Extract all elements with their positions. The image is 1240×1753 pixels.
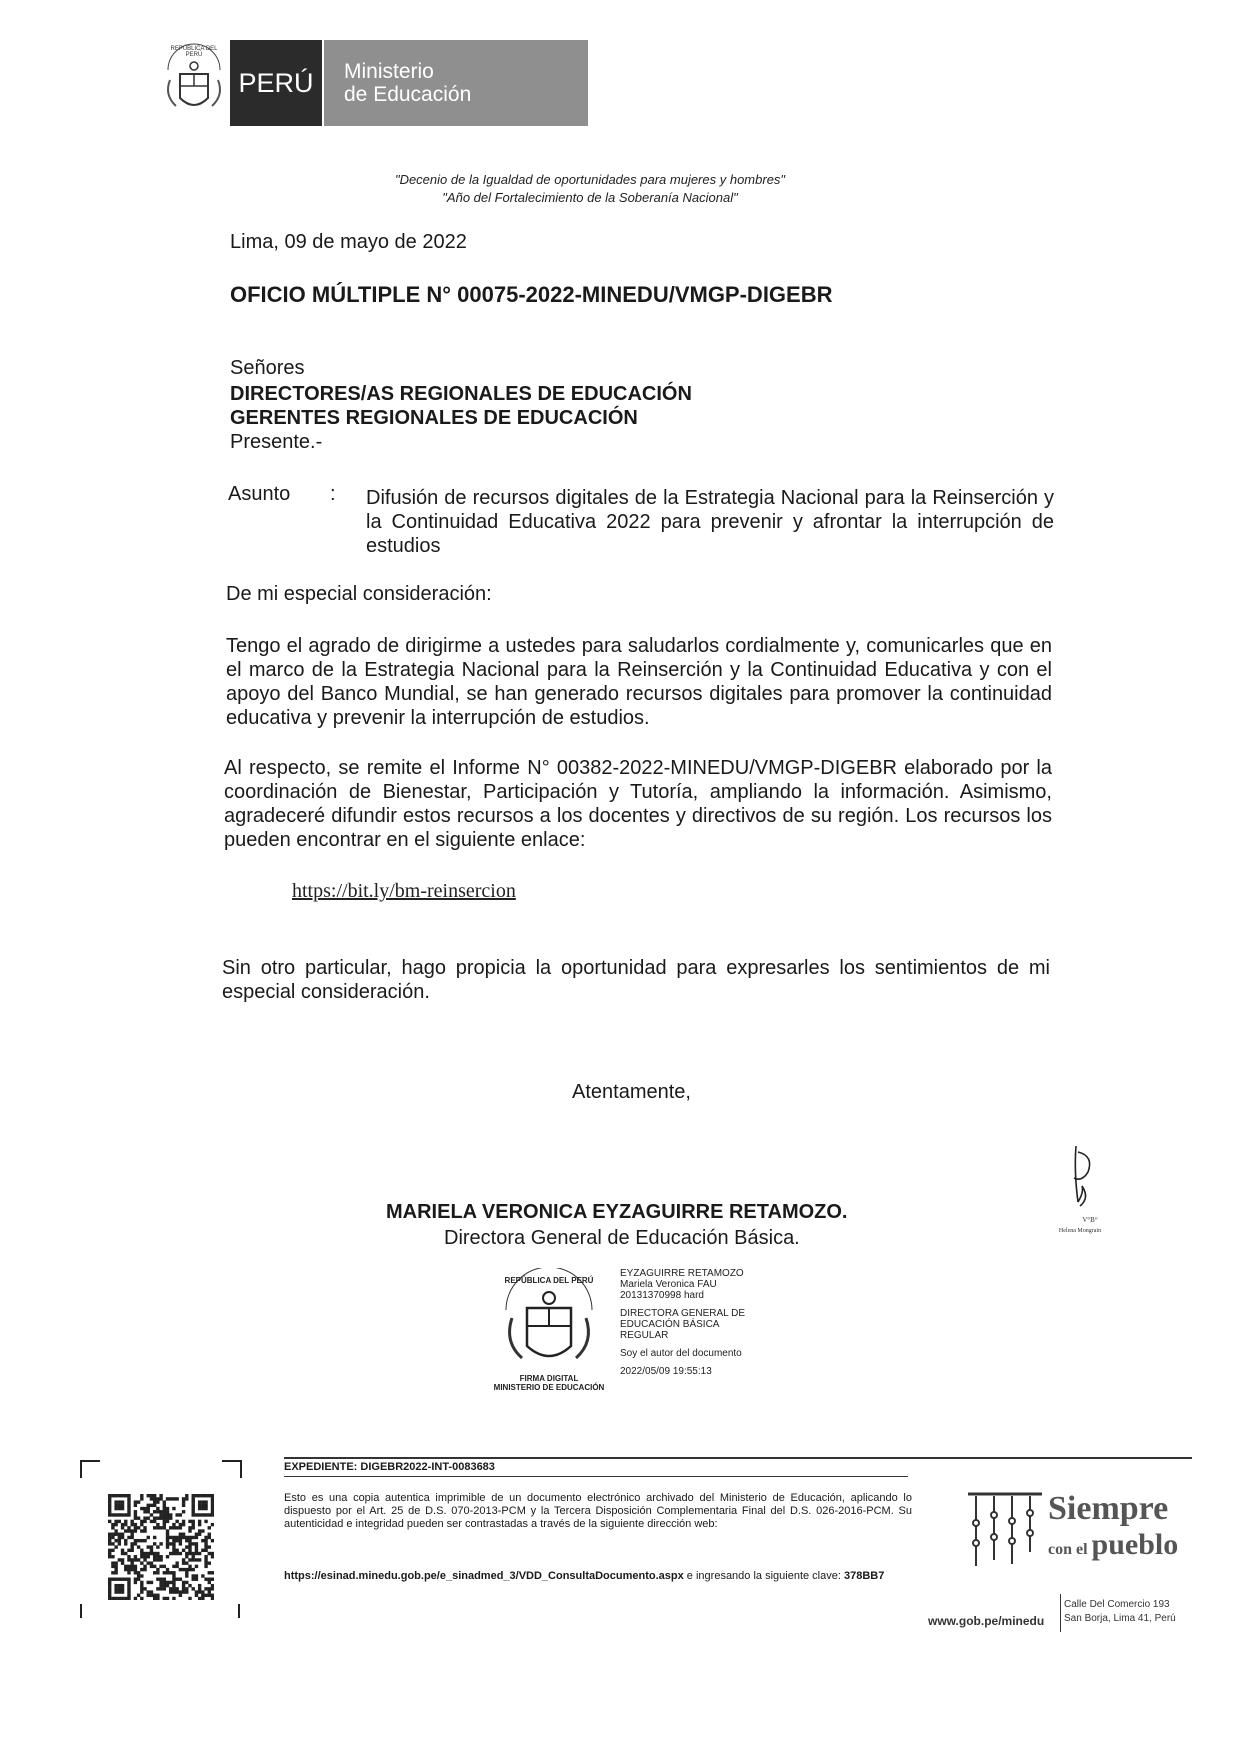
ministry-name (322, 40, 588, 126)
paragraph-2: Al respecto, se remite el Informe N° 00382-2022-MINEDU/VMGP-DIGEBR elaborado por la coordinación de Bienestar, Participación y Tutoría, ampliando la información. Asimismo, agradeceré difundir estos recursos a los docentes y directivos de su región. Los recursos los pueden encontrar en el siguiente enlace: (224, 757, 1052, 851)
subject-label: Asunto (228, 483, 291, 505)
address-line-2: San Borja, Lima 41, Perú (1064, 1613, 1176, 1624)
subject-text: Difusión de recursos digitales de la Estrategia Nacional para la Reinserción y la Continuidad Educativa 2022 para prevenir y afrontar la interrupción de estudios (366, 487, 1054, 557)
crop-mark-bottom-left (80, 1604, 82, 1618)
slogan-con-el: con el (1048, 1541, 1088, 1558)
signer-name: MARIELA VERONICA EYZAGUIRRE RETAMOZO. (386, 1201, 848, 1223)
address (1064, 1598, 1176, 1626)
signature-line-2: Mariela Veronica FAU (620, 1279, 717, 1290)
expediente-underline (284, 1476, 908, 1477)
letter-date: Lima, 09 de mayo de 2022 (230, 231, 467, 253)
signature-timestamp: 2022/05/09 19:55:13 (620, 1366, 712, 1377)
crop-mark-top-left (80, 1460, 100, 1478)
verification-url[interactable]: https://esinad.minedu.gob.pe/e_sinadmed_3/VDD_ConsultaDocumento.aspx (284, 1570, 684, 1582)
initials-name: Helena Mongrain (1058, 1228, 1102, 1234)
signature-author: Soy el autor del documento (620, 1348, 742, 1359)
digital-signature-seal (494, 1268, 604, 1380)
signature-line-3: 20131370998 hard (620, 1290, 704, 1301)
closing-paragraph: Sin otro particular, hago propicia la oportunidad para expresarles los sentimientos de mi especial consideración. (222, 957, 1050, 1003)
signature-line-4: DIRECTORA GENERAL DE (620, 1308, 746, 1319)
address-divider (1060, 1594, 1061, 1632)
authenticity-notice: Esto es una copia autentica imprimible de un documento electrónico archivado del Ministerio de Educación, aplicando lo dispuesto por el Art. 25 de D.S. 070-2013-PCM y la Tercera Disposición Complementaria Final del D.S. 026-2016-PCM. Su autenticidad e integridad pueden ser contrastadas a través de la siguiente dirección web: (284, 1492, 912, 1530)
letter-reference: OFICIO MÚLTIPLE N° 00075-2022-MINEDU/VMGP-DIGEBR (230, 282, 833, 307)
footer-divider (284, 1457, 1192, 1459)
signature-line-5: EDUCACIÓN BÁSICA (620, 1319, 720, 1330)
slogan-siempre: Siempre (1048, 1490, 1169, 1527)
seal-text: REPÚBLICA DEL PERÚ (170, 46, 218, 58)
decade-slogan: "Decenio de la Igualdad de oportunidades para mujeres y hombres" (394, 172, 786, 187)
website[interactable]: www.gob.pe/minedu (928, 1614, 1045, 1628)
crop-mark-bottom-right (238, 1604, 240, 1618)
handwritten-initials (1060, 1142, 1120, 1212)
greeting: De mi especial consideración: (226, 583, 492, 605)
salutation: Señores (230, 357, 305, 379)
signature-line-1: EYZAGUIRRE RETAMOZO (620, 1268, 744, 1279)
signer-title: Directora General de Educación Básica. (444, 1227, 800, 1249)
ministry-line-2: de Educación (344, 83, 472, 106)
verification-info (284, 1570, 912, 1583)
firma-digital-label: FIRMA DIGITAL (519, 1374, 579, 1383)
verification-text: e ingresando la siguiente clave: (683, 1570, 844, 1582)
presente: Presente.- (230, 431, 323, 453)
pueblo-figures-icon (966, 1490, 1044, 1572)
ministry-label: MINISTERIO DE EDUCACIÓN (493, 1383, 605, 1392)
closing-salutation: Atentamente, (572, 1081, 691, 1103)
verification-key: 378BB7 (843, 1570, 885, 1582)
signature-details (620, 1268, 745, 1377)
subject-colon: : (330, 483, 336, 505)
recipient-managers: GERENTES REGIONALES DE EDUCACIÓN (230, 407, 638, 429)
country-label: PERÚ (230, 40, 322, 126)
paragraph-1: Tengo el agrado de dirigirme a ustedes para saludarlos cordialmente y, comunicarles que en el marco de la Estrategia Nacional para la Reinserción y la Continuidad Educativa y con el apoyo del Banco Mundial, se han generado recursos digitales para promover la continuidad educativa y prevenir la interrupción de estudios. (226, 635, 1052, 729)
signature-line-6: REGULAR (620, 1330, 669, 1341)
initials-vb: V°B° (1082, 1216, 1098, 1224)
ministry-line-1: Ministerio (344, 60, 434, 83)
ministry-logo (158, 40, 588, 126)
signature-seal-label (484, 1374, 614, 1392)
crop-mark-top-right (222, 1460, 242, 1478)
address-line-1: Calle Del Comercio 193 (1064, 1599, 1170, 1610)
coat-of-arms-icon (158, 40, 230, 126)
resources-link[interactable]: https://bit.ly/bm-reinsercion (292, 880, 516, 902)
expediente: EXPEDIENTE: DIGEBR2022-INT-0083683 (284, 1461, 495, 1473)
qr-code-icon (108, 1494, 214, 1600)
year-slogan: "Año del Fortalecimiento de la Soberanía Nacional" (442, 190, 738, 205)
signature-seal-text: REPÚBLICA DEL PERÚ (504, 1276, 594, 1285)
slogan-pueblo-word: pueblo (1091, 1528, 1179, 1561)
slogan-pueblo (1048, 1528, 1178, 1562)
recipient-directors: DIRECTORES/AS REGIONALES DE EDUCACIÓN (230, 383, 692, 405)
